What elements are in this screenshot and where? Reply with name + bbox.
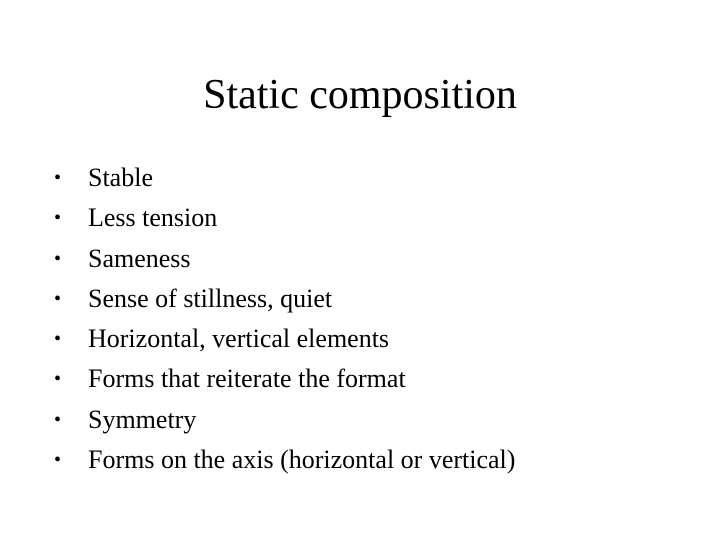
bullet-list bbox=[54, 161, 515, 483]
bullet-text: Horizontal, vertical elements bbox=[88, 324, 390, 354]
bullet-icon: • bbox=[54, 328, 62, 351]
bullet-icon: • bbox=[54, 368, 62, 391]
bullet-icon: • bbox=[54, 247, 62, 270]
bullet-item-horizontal-vertical bbox=[54, 322, 515, 362]
bullet-icon: • bbox=[54, 408, 62, 431]
bullet-text: Sense of stillness, quiet bbox=[88, 283, 333, 313]
bullet-icon: • bbox=[54, 207, 62, 230]
bullet-text: Symmetry bbox=[88, 404, 197, 434]
bullet-text: Stable bbox=[88, 163, 153, 192]
bullet-icon: • bbox=[54, 167, 62, 189]
bullet-item-reiterate-format bbox=[54, 362, 515, 402]
bullet-text: Sameness bbox=[88, 243, 191, 273]
slide-title: Static composition bbox=[203, 72, 517, 118]
bullet-item-forms-on-axis bbox=[54, 443, 515, 483]
bullet-icon: • bbox=[54, 449, 62, 472]
bullet-item-sameness bbox=[54, 242, 515, 282]
bullet-icon: • bbox=[54, 287, 62, 310]
bullet-item-symmetry bbox=[54, 403, 515, 443]
bullet-text: Less tension bbox=[88, 203, 218, 233]
bullet-item-stable bbox=[54, 161, 515, 201]
bullet-item-stillness bbox=[54, 282, 515, 322]
bullet-text: Forms that reiterate the format bbox=[88, 364, 406, 394]
bullet-text: Forms on the axis (horizontal or vertical) bbox=[88, 445, 516, 475]
bullet-item-less-tension bbox=[54, 201, 515, 241]
